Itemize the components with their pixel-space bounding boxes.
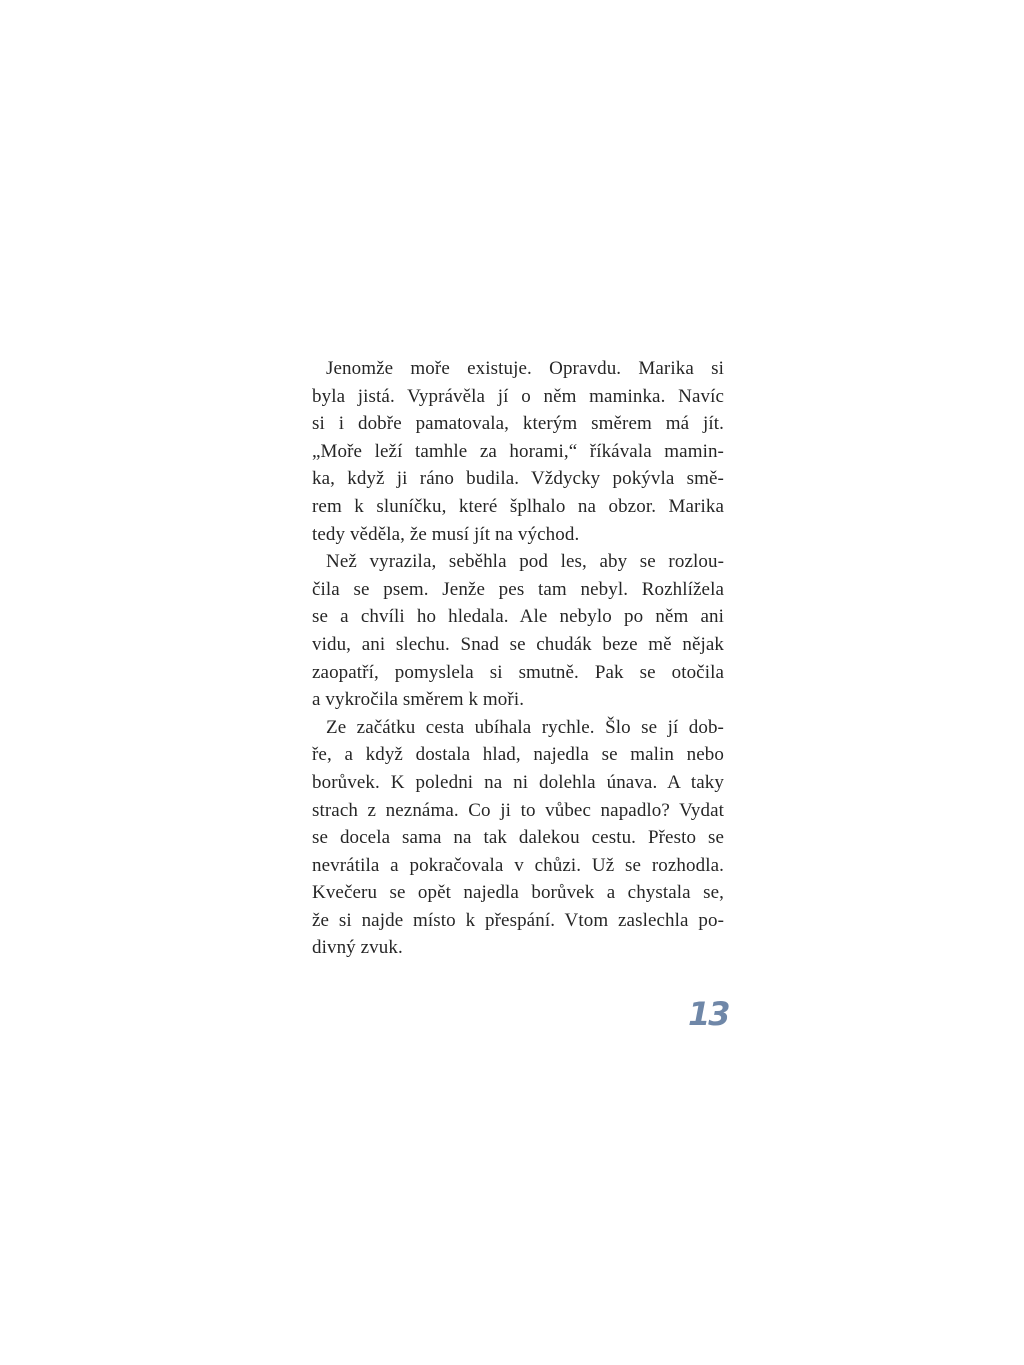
- paragraph-3: [312, 714, 724, 962]
- body-text: [312, 355, 724, 962]
- text-line: nevrátila a pokračovala v chůzi. Už se rozhodla.: [312, 854, 724, 876]
- text-line: strach z neznáma. Co ji to vůbec napadlo? Vydat: [312, 799, 724, 821]
- text-line: ka, když ji ráno budila. Vždycky pokývla smě-: [312, 468, 724, 490]
- text-line: tedy věděla, že musí jít na východ.: [312, 523, 580, 545]
- text-line: Kvečeru se opět najedla borůvek a chystala se,: [312, 882, 724, 904]
- text-line: čila se psem. Jenže pes tam nebyl. Rozhlížela: [312, 578, 724, 600]
- text-line: vidu, ani slechu. Snad se chudák beze mě nějak: [312, 633, 724, 655]
- text-line: divný zvuk.: [312, 937, 403, 959]
- text-line: Ze začátku cesta ubíhala rychle. Šlo se jí dob-: [326, 716, 724, 738]
- text-line: se docela sama na tak dalekou cestu. Přesto se: [312, 827, 724, 849]
- text-line: byla jistá. Vyprávěla jí o něm maminka. Navíc: [312, 385, 724, 407]
- text-line: Jenomže moře existuje. Opravdu. Marika si: [326, 358, 724, 379]
- text-line: „Moře leží tamhle za horami,“ říkávala mamin-: [312, 440, 724, 462]
- text-line: ře, a když dostala hlad, najedla se malin nebo: [312, 744, 724, 766]
- text-line: borůvek. K poledni na ni dolehla únava. A taky: [312, 771, 724, 793]
- text-line: se a chvíli ho hledala. Ale nebylo po něm ani: [312, 606, 724, 628]
- page-number: 13: [688, 995, 729, 1033]
- paragraph-1: [312, 355, 724, 548]
- text-line: zaopatří, pomyslela si smutně. Pak se otočila: [312, 661, 724, 683]
- text-line: rem k sluníčku, které šplhalo na obzor. Marika: [312, 495, 724, 517]
- text-line: Než vyrazila, seběhla pod les, aby se rozlou-: [326, 551, 724, 573]
- paragraph-2: [312, 548, 724, 714]
- text-line: si i dobře pamatovala, kterým směrem má jít.: [312, 413, 724, 435]
- text-line: že si najde místo k přespání. Vtom zaslechla po-: [312, 909, 724, 931]
- text-line: a vykročila směrem k moři.: [312, 689, 525, 711]
